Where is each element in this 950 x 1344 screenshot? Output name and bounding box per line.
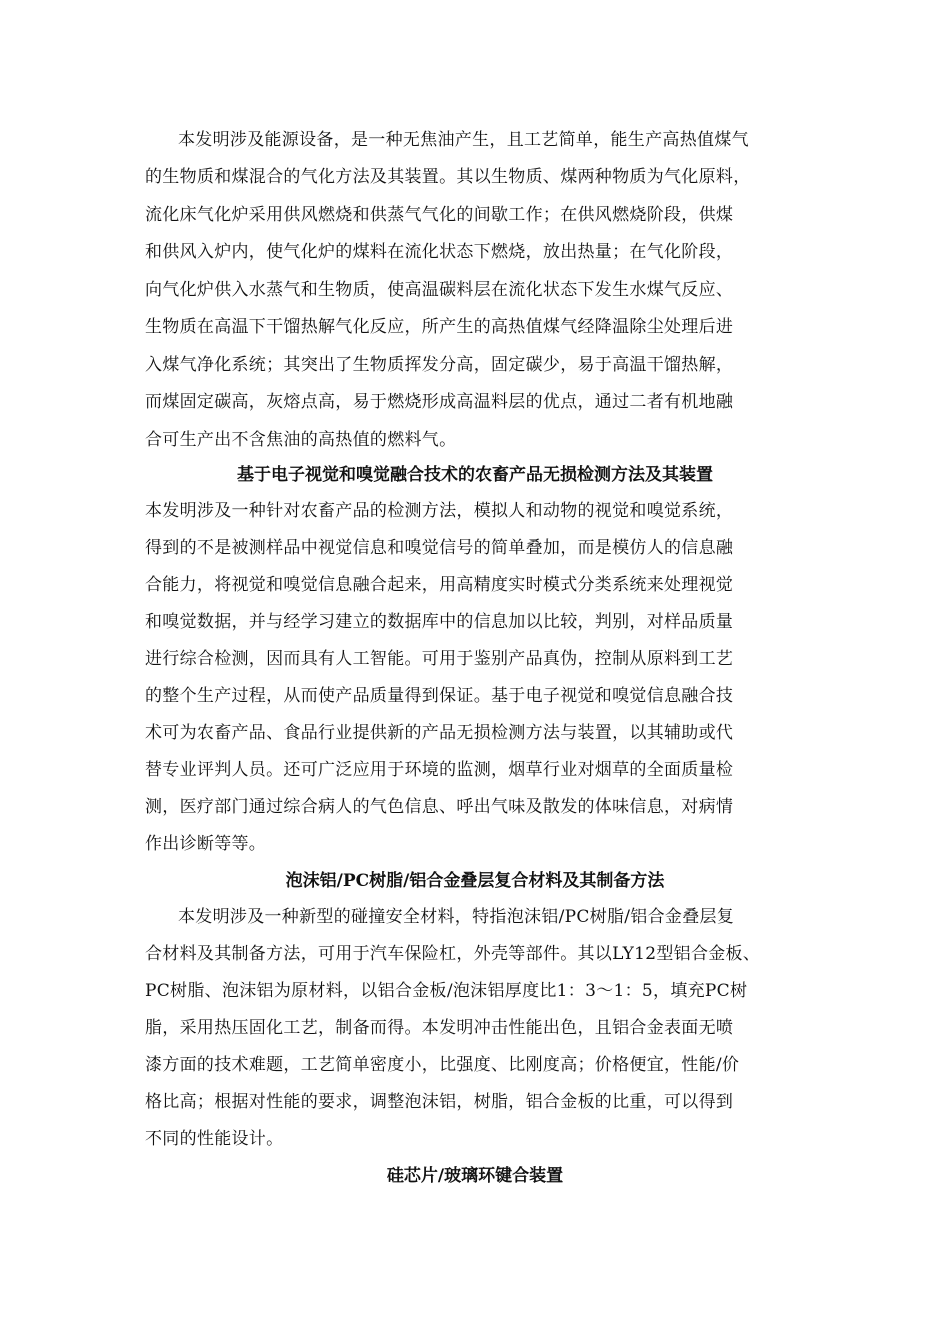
text-line: 不同的性能设计。: [145, 1129, 284, 1149]
text-line: 流化床气化炉采用供风燃烧和供蒸气气化的间歇工作；在供风燃烧阶段，供煤: [145, 205, 734, 225]
text-line: 和嗅觉数据，并与经学习建立的数据库中的信息加以比较，判别，对样品质量: [145, 612, 734, 632]
section-title-composite-material: 泡沫铝/PC树脂/铝合金叠层复合材料及其制备方法: [285, 871, 665, 891]
text-line: 合可生产出不含焦油的高热值的燃料气。: [145, 430, 457, 450]
text-line: 漆方面的技术难题，工艺简单密度小，比强度、比刚度高；价格便宜，性能/价: [145, 1055, 740, 1075]
section-title-nondestructive-detection: 基于电子视觉和嗅觉融合技术的农畜产品无损检测方法及其装置: [237, 465, 713, 485]
text-line: 得到的不是被测样品中视觉信息和嗅觉信号的简单叠加，而是模仿人的信息融: [145, 538, 734, 558]
text-line: 的生物质和煤混合的气化方法及其装置。其以生物质、煤两种物质为气化原料，: [145, 167, 751, 187]
text-line: 术可为农畜产品、食品行业提供新的产品无损检测方法与装置，以其辅助或代: [145, 723, 734, 743]
text-line: 向气化炉供入水蒸气和生物质，使高温碳料层在流化状态下发生水煤气反应、: [145, 280, 734, 300]
text-line: 生物质在高温下干馏热解气化反应，所产生的高热值煤气经降温除尘处理后进: [145, 317, 734, 337]
text-line: 而煤固定碳高，灰熔点高，易于燃烧形成高温料层的优点，通过二者有机地融: [145, 392, 734, 412]
text-line: 测，医疗部门通过综合病人的气色信息、呼出气味及散发的体味信息，对病情: [145, 797, 734, 817]
text-line: 合能力，将视觉和嗅觉信息融合起来，用高精度实时模式分类系统来处理视觉: [145, 575, 734, 595]
section-title-silicon-glass-bonding: 硅芯片/玻璃环键合装置: [386, 1166, 564, 1186]
text-line: 作出诊断等等。: [145, 834, 267, 854]
text-line: 合材料及其制备方法，可用于汽车保险杠，外壳等部件。其以LY12型铝合金板、: [145, 944, 761, 964]
text-line: 本发明涉及一种针对农畜产品的检测方法，模拟人和动物的视觉和嗅觉系统，: [145, 501, 734, 521]
text-line: 和供风入炉内，使气化炉的煤料在流化状态下燃烧，放出热量；在气化阶段，: [145, 242, 734, 262]
text-line: PC树脂、泡沫铝为原材料，以铝合金板/泡沫铝厚度比1：3～1：5，填充PC树: [145, 981, 748, 1001]
text-line: 入煤气净化系统；其突出了生物质挥发分高，固定碳少，易于高温干馏热解，: [145, 355, 734, 375]
text-line: 进行综合检测，因而具有人工智能。可用于鉴别产品真伪，控制从原料到工艺: [145, 649, 734, 669]
text-line: 替专业评判人员。还可广泛应用于环境的监测，烟草行业对烟草的全面质量检: [145, 760, 734, 780]
text-line: 格比高；根据对性能的要求，调整泡沫铝，树脂，铝合金板的比重，可以得到: [145, 1092, 734, 1112]
text-line: 脂，采用热压固化工艺，制备而得。本发明冲击性能出色，且铝合金表面无喷: [145, 1018, 734, 1038]
text-line: 的整个生产过程，从而使产品质量得到保证。基于电子视觉和嗅觉信息融合技: [145, 686, 734, 706]
text-line: 本发明涉及一种新型的碰撞安全材料，特指泡沫铝/PC树脂/铝合金叠层复: [178, 907, 735, 927]
text-line: 本发明涉及能源设备，是一种无焦油产生，且工艺简单，能生产高热值煤气: [178, 130, 749, 150]
